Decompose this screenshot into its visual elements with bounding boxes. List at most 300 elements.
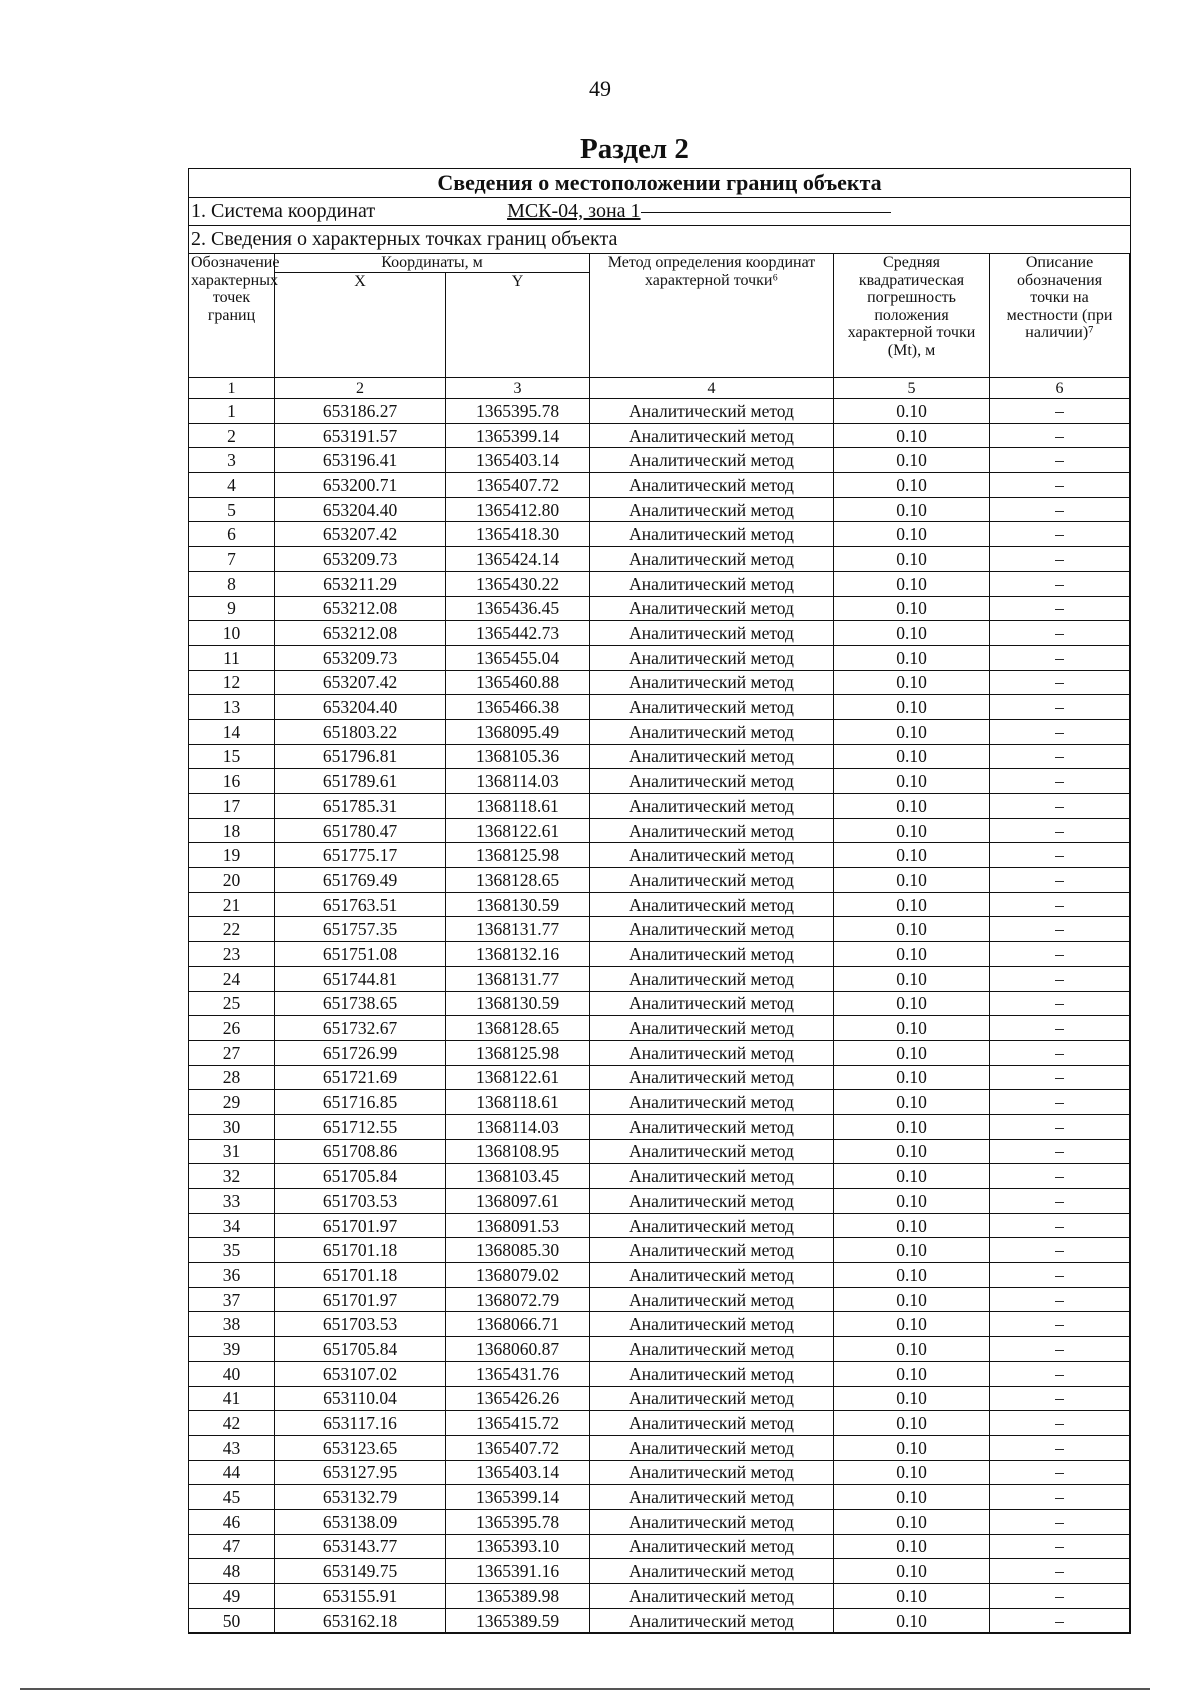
coord-x: 651744.81 [275,966,446,991]
points-heading: 2. Сведения о характерных точках границ объекта [189,226,1130,254]
description: – [990,1312,1130,1337]
coord-x: 651703.53 [275,1312,446,1337]
method: Аналитический метод [590,1238,834,1263]
coord-y: 1365399.14 [446,423,590,448]
method: Аналитический метод [590,942,834,967]
description: – [990,744,1130,769]
coord-y: 1368132.16 [446,942,590,967]
table-row [189,1139,1130,1164]
column-number: 5 [834,378,990,399]
mean-error: 0.10 [834,1559,990,1584]
coord-x: 653127.95 [275,1460,446,1485]
method: Аналитический метод [590,1287,834,1312]
coord-x: 651732.67 [275,1016,446,1041]
table-row [189,1584,1130,1609]
coord-x: 653209.73 [275,645,446,670]
mean-error: 0.10 [834,1263,990,1288]
point-number: 24 [189,966,275,991]
coord-y: 1365430.22 [446,571,590,596]
coord-x: 651757.35 [275,917,446,942]
description: – [990,942,1130,967]
column-number: 3 [446,378,590,399]
coord-x: 651701.97 [275,1287,446,1312]
point-number: 16 [189,769,275,794]
point-number: 17 [189,794,275,819]
description: – [990,1090,1130,1115]
coord-x: 653200.71 [275,473,446,498]
table-row [189,1411,1130,1436]
table-row [189,1608,1130,1633]
point-number: 8 [189,571,275,596]
description: – [990,1509,1130,1534]
coord-y: 1368114.03 [446,769,590,794]
table-row [189,1263,1130,1288]
point-number: 29 [189,1090,275,1115]
point-number: 19 [189,843,275,868]
description: – [990,1386,1130,1411]
table-row [189,794,1130,819]
coord-x: 653186.27 [275,399,446,424]
mean-error: 0.10 [834,917,990,942]
table-row [189,670,1130,695]
coord-system-line [189,198,1130,226]
description: – [990,917,1130,942]
point-number: 23 [189,942,275,967]
method: Аналитический метод [590,497,834,522]
coord-x: 653155.91 [275,1584,446,1609]
point-number: 44 [189,1460,275,1485]
method: Аналитический метод [590,547,834,572]
table-row [189,695,1130,720]
coord-x: 651701.97 [275,1213,446,1238]
mean-error: 0.10 [834,1435,990,1460]
description: – [990,892,1130,917]
mean-error: 0.10 [834,1238,990,1263]
coord-y: 1365466.38 [446,695,590,720]
mean-error: 0.10 [834,522,990,547]
mean-error: 0.10 [834,1509,990,1534]
table-row [189,991,1130,1016]
table-row [189,868,1130,893]
coord-y: 1365395.78 [446,399,590,424]
coord-y: 1368085.30 [446,1238,590,1263]
point-number: 11 [189,645,275,670]
coord-y: 1365415.72 [446,1411,590,1436]
mean-error: 0.10 [834,868,990,893]
description: – [990,621,1130,646]
mean-error: 0.10 [834,1361,990,1386]
coord-y: 1368131.77 [446,917,590,942]
mean-error: 0.10 [834,399,990,424]
method: Аналитический метод [590,966,834,991]
table-row [189,1114,1130,1139]
coord-x: 651716.85 [275,1090,446,1115]
mean-error: 0.10 [834,1386,990,1411]
coord-x: 651803.22 [275,719,446,744]
coord-x: 651712.55 [275,1114,446,1139]
method: Аналитический метод [590,843,834,868]
coord-y: 1368114.03 [446,1114,590,1139]
description: – [990,399,1130,424]
mean-error: 0.10 [834,547,990,572]
point-number: 25 [189,991,275,1016]
table-row [189,1386,1130,1411]
coord-system-value: МСК-04, зона 1 [507,200,641,222]
description: – [990,1189,1130,1214]
table-row [189,645,1130,670]
point-number: 5 [189,497,275,522]
description: – [990,719,1130,744]
table-row [189,892,1130,917]
point-number: 43 [189,1435,275,1460]
description: – [990,794,1130,819]
coord-y: 1368095.49 [446,719,590,744]
points-table-body [189,399,1130,1633]
coord-x: 651703.53 [275,1189,446,1214]
mean-error: 0.10 [834,670,990,695]
mean-error: 0.10 [834,1090,990,1115]
coord-y: 1368066.71 [446,1312,590,1337]
mean-error: 0.10 [834,1139,990,1164]
table-row [189,917,1130,942]
coord-y: 1368122.61 [446,818,590,843]
method: Аналитический метод [590,1608,834,1633]
mean-error: 0.10 [834,1584,990,1609]
method: Аналитический метод [590,744,834,769]
point-number: 15 [189,744,275,769]
point-number: 39 [189,1337,275,1362]
point-number: 3 [189,448,275,473]
coord-y: 1365391.16 [446,1559,590,1584]
description: – [990,1361,1130,1386]
coord-x: 653212.08 [275,621,446,646]
method: Аналитический метод [590,892,834,917]
mean-error: 0.10 [834,621,990,646]
coord-x: 651721.69 [275,1065,446,1090]
table-row [189,1312,1130,1337]
points-table [188,253,1130,1633]
mean-error: 0.10 [834,473,990,498]
coord-x: 653149.75 [275,1559,446,1584]
coord-y: 1368105.36 [446,744,590,769]
table-row [189,1238,1130,1263]
description: – [990,1435,1130,1460]
coord-y: 1365455.04 [446,645,590,670]
description: – [990,522,1130,547]
coord-y: 1368128.65 [446,868,590,893]
method: Аналитический метод [590,448,834,473]
page-footer-line [20,1688,1150,1690]
coord-y: 1368118.61 [446,794,590,819]
coord-x: 653204.40 [275,497,446,522]
coord-x: 651701.18 [275,1263,446,1288]
table-row [189,547,1130,572]
coord-x: 653207.42 [275,670,446,695]
point-number: 38 [189,1312,275,1337]
coord-x: 651726.99 [275,1040,446,1065]
table-row [189,1287,1130,1312]
coord-x: 651708.86 [275,1139,446,1164]
header-coordinates: Координаты, м [275,254,590,273]
description: – [990,868,1130,893]
method: Аналитический метод [590,1114,834,1139]
method: Аналитический метод [590,1164,834,1189]
header-x: X [275,273,446,378]
method: Аналитический метод [590,1337,834,1362]
mean-error: 0.10 [834,1337,990,1362]
point-number: 21 [189,892,275,917]
coord-x: 651705.84 [275,1164,446,1189]
description: – [990,1114,1130,1139]
description: – [990,1164,1130,1189]
method: Аналитический метод [590,719,834,744]
description: – [990,1213,1130,1238]
table-row [189,818,1130,843]
table-row [189,1090,1130,1115]
coord-x: 653207.42 [275,522,446,547]
coord-x: 653211.29 [275,571,446,596]
boundary-info-box [188,168,1131,1634]
coord-y: 1368103.45 [446,1164,590,1189]
table-row [189,423,1130,448]
mean-error: 0.10 [834,892,990,917]
mean-error: 0.10 [834,1460,990,1485]
header-method: Метод определения координат характерной точки⁶ [590,254,834,378]
table-row [189,1337,1130,1362]
description: – [990,818,1130,843]
point-number: 49 [189,1584,275,1609]
description: – [990,1139,1130,1164]
point-number: 40 [189,1361,275,1386]
table-row [189,522,1130,547]
table-row [189,497,1130,522]
coord-y: 1365412.80 [446,497,590,522]
mean-error: 0.10 [834,1312,990,1337]
description: – [990,1040,1130,1065]
coord-y: 1365393.10 [446,1534,590,1559]
column-number: 1 [189,378,275,399]
table-row [189,1509,1130,1534]
method: Аналитический метод [590,1386,834,1411]
mean-error: 0.10 [834,744,990,769]
coord-x: 651705.84 [275,1337,446,1362]
table-row [189,1485,1130,1510]
coord-x: 653143.77 [275,1534,446,1559]
coord-y: 1365460.88 [446,670,590,695]
coord-x: 651796.81 [275,744,446,769]
mean-error: 0.10 [834,769,990,794]
description: – [990,497,1130,522]
header-error: Средняя квадратическая погрешность положения характерной точки (Mt), м [834,254,990,378]
point-number: 41 [189,1386,275,1411]
description: – [990,1584,1130,1609]
description: – [990,1485,1130,1510]
description: – [990,645,1130,670]
description: – [990,423,1130,448]
description: – [990,1065,1130,1090]
coord-x: 651738.65 [275,991,446,1016]
method: Аналитический метод [590,917,834,942]
description: – [990,966,1130,991]
coord-y: 1365389.98 [446,1584,590,1609]
method: Аналитический метод [590,818,834,843]
coord-x: 651763.51 [275,892,446,917]
coord-y: 1365431.76 [446,1361,590,1386]
table-row [189,596,1130,621]
description: – [990,1608,1130,1633]
method: Аналитический метод [590,1559,834,1584]
method: Аналитический метод [590,423,834,448]
description: – [990,769,1130,794]
method: Аналитический метод [590,1435,834,1460]
table-row [189,1164,1130,1189]
mean-error: 0.10 [834,818,990,843]
table-row [189,571,1130,596]
coord-y: 1368125.98 [446,1040,590,1065]
coord-x: 651780.47 [275,818,446,843]
description: – [990,1287,1130,1312]
table-row [189,966,1130,991]
mean-error: 0.10 [834,991,990,1016]
method: Аналитический метод [590,1460,834,1485]
coord-y: 1365442.73 [446,621,590,646]
mean-error: 0.10 [834,1016,990,1041]
coord-x: 651775.17 [275,843,446,868]
column-numbers-row [189,378,1130,399]
method: Аналитический метод [590,522,834,547]
method: Аналитический метод [590,794,834,819]
description: – [990,473,1130,498]
coord-y: 1368079.02 [446,1263,590,1288]
table-row [189,448,1130,473]
mean-error: 0.10 [834,1534,990,1559]
table-row [189,1559,1130,1584]
description: – [990,1016,1130,1041]
table-row [189,843,1130,868]
table-row [189,1435,1130,1460]
description: – [990,1559,1130,1584]
coord-y: 1368122.61 [446,1065,590,1090]
mean-error: 0.10 [834,1164,990,1189]
method: Аналитический метод [590,1213,834,1238]
mean-error: 0.10 [834,423,990,448]
table-row [189,1361,1130,1386]
mean-error: 0.10 [834,596,990,621]
mean-error: 0.10 [834,1608,990,1633]
table-row [189,744,1130,769]
box-title: Сведения о местоположении границ объекта [189,169,1130,198]
method: Аналитический метод [590,670,834,695]
description: – [990,843,1130,868]
coord-y: 1365407.72 [446,1435,590,1460]
description: – [990,1411,1130,1436]
method: Аналитический метод [590,596,834,621]
table-row [189,719,1130,744]
coord-x: 653110.04 [275,1386,446,1411]
method: Аналитический метод [590,645,834,670]
description: – [990,596,1130,621]
coord-x: 653196.41 [275,448,446,473]
mean-error: 0.10 [834,1189,990,1214]
coord-x: 653209.73 [275,547,446,572]
point-number: 35 [189,1238,275,1263]
column-number: 4 [590,378,834,399]
mean-error: 0.10 [834,1213,990,1238]
mean-error: 0.10 [834,1040,990,1065]
coord-y: 1365403.14 [446,1460,590,1485]
table-row [189,1016,1130,1041]
coord-system-label: 1. Система координат [191,200,376,222]
method: Аналитический метод [590,868,834,893]
method: Аналитический метод [590,1016,834,1041]
table-row [189,769,1130,794]
coord-y: 1365395.78 [446,1509,590,1534]
method: Аналитический метод [590,1485,834,1510]
point-number: 50 [189,1608,275,1633]
point-number: 27 [189,1040,275,1065]
coord-y: 1365436.45 [446,596,590,621]
table-row [189,1189,1130,1214]
point-number: 14 [189,719,275,744]
coord-x: 653191.57 [275,423,446,448]
method: Аналитический метод [590,1361,834,1386]
table-row [189,1534,1130,1559]
coord-x: 651789.61 [275,769,446,794]
coord-x: 651785.31 [275,794,446,819]
coord-y: 1365399.14 [446,1485,590,1510]
method: Аналитический метод [590,1411,834,1436]
mean-error: 0.10 [834,1287,990,1312]
mean-error: 0.10 [834,942,990,967]
mean-error: 0.10 [834,966,990,991]
point-number: 9 [189,596,275,621]
point-number: 22 [189,917,275,942]
point-number: 4 [189,473,275,498]
coord-y: 1365407.72 [446,473,590,498]
coord-x: 653162.18 [275,1608,446,1633]
method: Аналитический метод [590,991,834,1016]
coord-y: 1368108.95 [446,1139,590,1164]
description: – [990,1460,1130,1485]
coord-y: 1368130.59 [446,892,590,917]
mean-error: 0.10 [834,1114,990,1139]
table-row [189,1065,1130,1090]
point-number: 31 [189,1139,275,1164]
coord-x: 651701.18 [275,1238,446,1263]
coord-y: 1368125.98 [446,843,590,868]
method: Аналитический метод [590,571,834,596]
table-row [189,1213,1130,1238]
point-number: 30 [189,1114,275,1139]
method: Аналитический метод [590,1189,834,1214]
header-y: Y [446,273,590,378]
point-number: 36 [189,1263,275,1288]
coord-y: 1368091.53 [446,1213,590,1238]
method: Аналитический метод [590,1263,834,1288]
coord-y: 1365424.14 [446,547,590,572]
mean-error: 0.10 [834,794,990,819]
point-number: 6 [189,522,275,547]
mean-error: 0.10 [834,1485,990,1510]
coord-y: 1368128.65 [446,1016,590,1041]
coord-y: 1365418.30 [446,522,590,547]
coord-y: 1368097.61 [446,1189,590,1214]
point-number: 37 [189,1287,275,1312]
point-number: 45 [189,1485,275,1510]
method: Аналитический метод [590,1040,834,1065]
coord-x: 651769.49 [275,868,446,893]
point-number: 7 [189,547,275,572]
